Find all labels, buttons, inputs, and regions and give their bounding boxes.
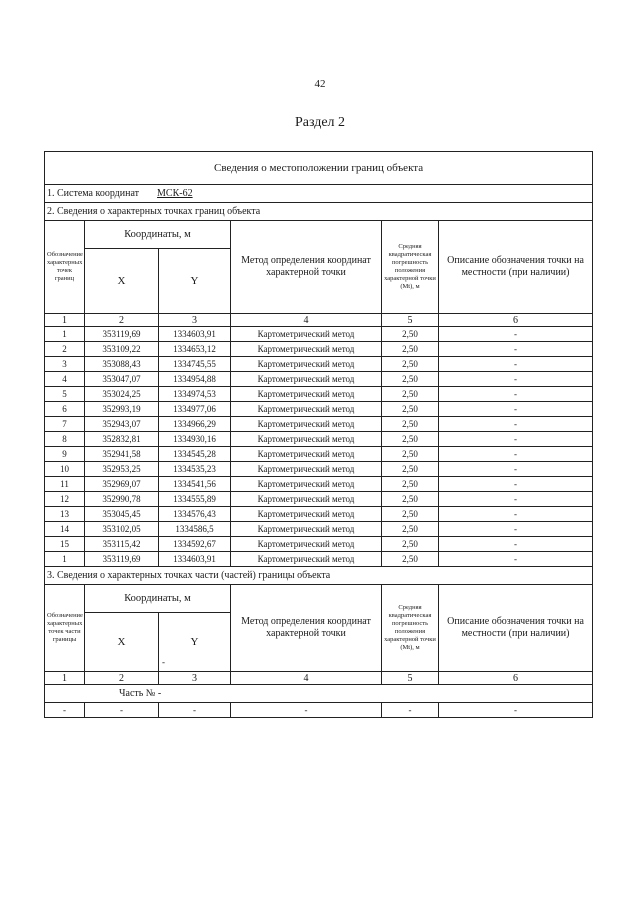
cell-mt: 2,50 xyxy=(382,507,439,522)
coordinate-system-label: 1. Система координат xyxy=(47,188,140,199)
cell-y: 1334541,56 xyxy=(159,477,231,492)
cell-desc: - xyxy=(439,477,593,492)
header-description: Описание обозначения точки на местности (при наличии) xyxy=(439,221,593,314)
column-number: 4 xyxy=(231,314,382,327)
table-row xyxy=(45,522,593,537)
cell-method: Картометрический метод xyxy=(231,507,382,522)
cell-method: Картометрический метод xyxy=(231,372,382,387)
cell-desc: - xyxy=(439,417,593,432)
cell-point: 7 xyxy=(45,417,85,432)
cell-x: 353045,45 xyxy=(85,507,159,522)
cell-y: 1334603,91 xyxy=(159,327,231,342)
table-row xyxy=(45,342,593,357)
cell-y: 1334535,23 xyxy=(159,462,231,477)
cell-mt: 2,50 xyxy=(382,477,439,492)
cell-point: 15 xyxy=(45,537,85,552)
cell-desc: - xyxy=(439,387,593,402)
cell-x: 353047,07 xyxy=(85,372,159,387)
cell-x: 353115,42 xyxy=(85,537,159,552)
cell-y: 1334977,06 xyxy=(159,402,231,417)
cell-x: 352953,25 xyxy=(85,462,159,477)
header-y: Y xyxy=(159,249,231,314)
cell-y: 1334592,67 xyxy=(159,537,231,552)
cell-mt: 2,50 xyxy=(382,417,439,432)
header-point-designation: Обозначение характерных точек границ xyxy=(45,221,85,314)
column-number: 6 xyxy=(439,672,593,685)
cell-desc: - xyxy=(439,357,593,372)
cell-x: 353119,69 xyxy=(85,552,159,567)
table-cell: - xyxy=(382,703,439,718)
table-cell: - xyxy=(231,703,382,718)
section-title: Раздел 2 xyxy=(294,115,346,130)
table-row xyxy=(45,552,593,567)
cell-x: 353024,25 xyxy=(85,387,159,402)
cell-x: 353102,05 xyxy=(85,522,159,537)
table-row xyxy=(45,477,593,492)
cell-mt: 2,50 xyxy=(382,402,439,417)
table-row xyxy=(45,402,593,417)
cell-desc: - xyxy=(439,372,593,387)
cell-desc: - xyxy=(439,507,593,522)
page-number: 42 xyxy=(314,78,326,90)
cell-mt: 2,50 xyxy=(382,447,439,462)
cell-mt: 2,50 xyxy=(382,357,439,372)
header-coordinates-part: Координаты, м xyxy=(85,585,231,613)
coordinate-system-row xyxy=(45,185,593,203)
header-method: Метод определения координат характерной точки xyxy=(231,221,382,314)
cell-x: 352832,81 xyxy=(85,432,159,447)
header-y-part-label: Y xyxy=(190,636,199,648)
cell-desc: - xyxy=(439,402,593,417)
cell-method: Картометрический метод xyxy=(231,447,382,462)
header-x: X xyxy=(85,249,159,314)
cell-mt: 2,50 xyxy=(382,387,439,402)
part-dash-row xyxy=(45,703,593,718)
cell-y: 1334745,55 xyxy=(159,357,231,372)
cell-method: Картометрический метод xyxy=(231,402,382,417)
cell-mt: 2,50 xyxy=(382,522,439,537)
header-method-part: Метод определения координат характерной точки xyxy=(231,585,382,672)
column-numbers-row xyxy=(45,314,593,327)
cell-point: 3 xyxy=(45,357,85,372)
cell-method: Картометрический метод xyxy=(231,462,382,477)
cell-x: 352969,07 xyxy=(85,477,159,492)
column-number: 1 xyxy=(45,672,85,685)
cell-method: Картометрический метод xyxy=(231,492,382,507)
cell-desc: - xyxy=(439,537,593,552)
cell-mt: 2,50 xyxy=(382,327,439,342)
column-number: 2 xyxy=(85,672,159,685)
cell-desc: - xyxy=(439,447,593,462)
cell-point: 6 xyxy=(45,402,85,417)
cell-desc: - xyxy=(439,492,593,507)
cell-point: 14 xyxy=(45,522,85,537)
column-number: 4 xyxy=(231,672,382,685)
header-x-part: X xyxy=(85,613,159,672)
cell-method: Картометрический метод xyxy=(231,342,382,357)
table-row xyxy=(45,492,593,507)
cell-method: Картометрический метод xyxy=(231,417,382,432)
column-number: 6 xyxy=(439,314,593,327)
header-y-part xyxy=(159,613,231,672)
cell-mt: 2,50 xyxy=(382,342,439,357)
part-label: Часть № - xyxy=(45,685,593,703)
table-row xyxy=(45,447,593,462)
cell-method: Картометрический метод xyxy=(231,357,382,372)
table-title: Сведения о местоположении границ объекта xyxy=(45,152,593,185)
column-number: 2 xyxy=(85,314,159,327)
column-number: 5 xyxy=(382,672,439,685)
column-number: 5 xyxy=(382,314,439,327)
cell-point: 4 xyxy=(45,372,85,387)
section3-label: 3. Сведения о характерных точках части (частей) границы объекта xyxy=(45,567,593,585)
cell-y: 1334576,43 xyxy=(159,507,231,522)
cell-desc: - xyxy=(439,522,593,537)
header-accuracy-part: Средняя квадратическая погрешность положения характерной точки (Mt), м xyxy=(382,585,439,672)
table-row xyxy=(45,357,593,372)
table-row xyxy=(45,462,593,477)
table-cell: - xyxy=(45,703,85,718)
coordinate-system-value: МСК-62 xyxy=(157,188,193,199)
cell-method: Картометрический метод xyxy=(231,387,382,402)
cell-y: 1334954,88 xyxy=(159,372,231,387)
cell-point: 1 xyxy=(45,552,85,567)
cell-x: 352990,78 xyxy=(85,492,159,507)
cell-desc: - xyxy=(439,552,593,567)
cell-y: 1334974,53 xyxy=(159,387,231,402)
cell-desc: - xyxy=(439,327,593,342)
cell-mt: 2,50 xyxy=(382,552,439,567)
column-number: 3 xyxy=(159,314,231,327)
table-row xyxy=(45,372,593,387)
table-row xyxy=(45,537,593,552)
table-cell: - xyxy=(159,703,231,718)
cell-point: 13 xyxy=(45,507,85,522)
header-coordinates: Координаты, м xyxy=(85,221,231,249)
cell-x: 352943,07 xyxy=(85,417,159,432)
cell-point: 1 xyxy=(45,327,85,342)
table-row xyxy=(45,432,593,447)
cell-point: 5 xyxy=(45,387,85,402)
cell-x: 353109,22 xyxy=(85,342,159,357)
table-row xyxy=(45,417,593,432)
cell-y: 1334966,29 xyxy=(159,417,231,432)
table-row xyxy=(45,327,593,342)
cell-y: 1334603,91 xyxy=(159,552,231,567)
cell-desc: - xyxy=(439,342,593,357)
column-number: 1 xyxy=(45,314,85,327)
cell-mt: 2,50 xyxy=(382,432,439,447)
cell-method: Картометрический метод xyxy=(231,327,382,342)
table-row xyxy=(45,507,593,522)
cell-mt: 2,50 xyxy=(382,462,439,477)
cell-y: 1334930,16 xyxy=(159,432,231,447)
cell-method: Картометрический метод xyxy=(231,522,382,537)
column-number: 3 xyxy=(159,672,231,685)
cell-point: 9 xyxy=(45,447,85,462)
cell-method: Картометрический метод xyxy=(231,432,382,447)
cell-mt: 2,50 xyxy=(382,537,439,552)
cell-x: 352993,19 xyxy=(85,402,159,417)
y-dash-mark: - xyxy=(162,657,165,667)
table-cell: - xyxy=(439,703,593,718)
table-cell: - xyxy=(85,703,159,718)
cell-point: 8 xyxy=(45,432,85,447)
cell-y: 1334586,5 xyxy=(159,522,231,537)
cell-point: 12 xyxy=(45,492,85,507)
cell-x: 353088,43 xyxy=(85,357,159,372)
cell-x: 352941,58 xyxy=(85,447,159,462)
cell-point: 11 xyxy=(45,477,85,492)
cell-method: Картометрический метод xyxy=(231,552,382,567)
cell-x: 353119,69 xyxy=(85,327,159,342)
table-row xyxy=(45,387,593,402)
header-accuracy: Средняя квадратическая погрешность положения характерной точки (Mt), м xyxy=(382,221,439,314)
header-description-part: Описание обозначения точки на местности (при наличии) xyxy=(439,585,593,672)
section2-label: 2. Сведения о характерных точках границ объекта xyxy=(45,203,593,221)
column-numbers-row-part xyxy=(45,672,593,685)
cell-y: 1334545,28 xyxy=(159,447,231,462)
cell-desc: - xyxy=(439,432,593,447)
cell-point: 2 xyxy=(45,342,85,357)
cell-desc: - xyxy=(439,462,593,477)
cell-mt: 2,50 xyxy=(382,372,439,387)
cell-y: 1334653,12 xyxy=(159,342,231,357)
cell-method: Картометрический метод xyxy=(231,477,382,492)
cell-method: Картометрический метод xyxy=(231,537,382,552)
header-point-designation-part: Обозначение характерных точек части границы xyxy=(45,585,85,672)
boundaries-table xyxy=(44,151,593,718)
cell-mt: 2,50 xyxy=(382,492,439,507)
cell-y: 1334555,89 xyxy=(159,492,231,507)
cell-point: 10 xyxy=(45,462,85,477)
